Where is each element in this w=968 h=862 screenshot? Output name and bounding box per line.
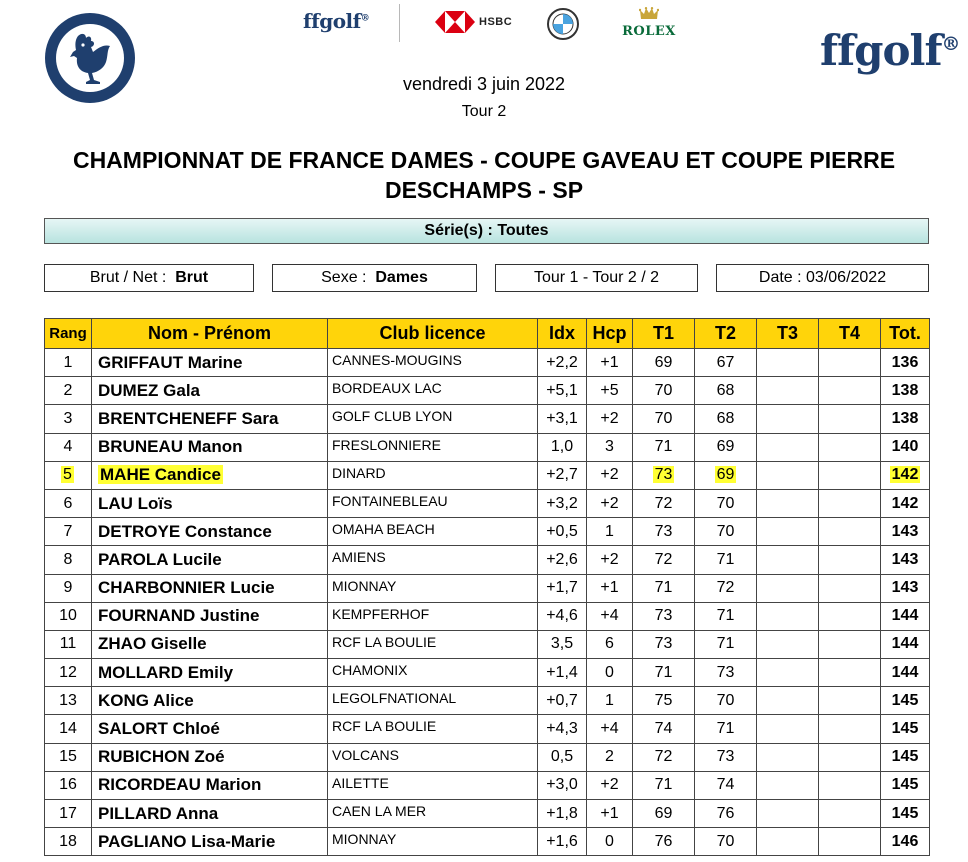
cell-t3 (757, 461, 819, 489)
cell-t3 (757, 771, 819, 799)
table-row (45, 687, 930, 715)
table-row (45, 771, 930, 799)
cell-name: RICORDEAU Marion (92, 771, 328, 799)
cell-tot: 136 (881, 349, 930, 377)
sexe-box: Sexe : Dames (272, 264, 477, 292)
col-t2: T2 (695, 319, 757, 349)
cell-tot: 143 (881, 546, 930, 574)
cell-t1: 75 (633, 687, 695, 715)
brut-net-box: Brut / Net : Brut (44, 264, 254, 292)
cell-club: FRESLONNIERE (328, 433, 538, 461)
cell-hcp: 0 (587, 659, 633, 687)
cell-hcp: +2 (587, 489, 633, 517)
cell-t3 (757, 800, 819, 828)
cell-rank: 8 (45, 546, 92, 574)
cell-t3 (757, 405, 819, 433)
cell-club: CHAMONIX (328, 659, 538, 687)
cell-hcp: 6 (587, 630, 633, 658)
cell-club: MIONNAY (328, 828, 538, 856)
cell-t2: 73 (695, 743, 757, 771)
table-header-row (45, 319, 930, 349)
cell-club: OMAHA BEACH (328, 518, 538, 546)
cell-t1: 73 (633, 630, 695, 658)
cell-rank: 4 (45, 433, 92, 461)
cell-t1: 76 (633, 828, 695, 856)
col-t4: T4 (819, 319, 881, 349)
cell-rank: 18 (45, 828, 92, 856)
cell-t4 (819, 518, 881, 546)
cell-tot: 140 (881, 433, 930, 461)
round-label: Tour 2 (461, 103, 507, 120)
cell-t2: 74 (695, 771, 757, 799)
cell-t1: 69 (633, 800, 695, 828)
cell-rank: 12 (45, 659, 92, 687)
col-t3: T3 (757, 319, 819, 349)
cell-tot: 142 (881, 461, 930, 489)
table-row (45, 518, 930, 546)
cell-idx: +1,7 (538, 574, 587, 602)
bmw-roundel-icon (547, 8, 579, 40)
cell-t4 (819, 659, 881, 687)
cell-t4 (819, 546, 881, 574)
cell-tot: 145 (881, 715, 930, 743)
cell-t4 (819, 433, 881, 461)
cell-t3 (757, 489, 819, 517)
col-club: Club licence (328, 319, 538, 349)
cell-t2: 71 (695, 602, 757, 630)
cell-rank: 9 (45, 574, 92, 602)
table-row (45, 405, 930, 433)
logo-separator (399, 4, 400, 42)
cell-tot: 144 (881, 630, 930, 658)
table-row (45, 489, 930, 517)
cell-rank: 17 (45, 800, 92, 828)
cell-tot: 142 (881, 489, 930, 517)
cell-t2: 70 (695, 828, 757, 856)
cell-t3 (757, 630, 819, 658)
cell-t4 (819, 349, 881, 377)
cell-rank: 13 (45, 687, 92, 715)
cell-t1: 72 (633, 546, 695, 574)
cell-club: LEGOLFNATIONAL (328, 687, 538, 715)
cell-t4 (819, 771, 881, 799)
cell-t2: 72 (695, 574, 757, 602)
cell-t1: 73 (633, 461, 695, 489)
bmw-logo (547, 8, 579, 45)
cell-t4 (819, 489, 881, 517)
cell-name: SALORT Chloé (92, 715, 328, 743)
cell-club: RCF LA BOULIE (328, 715, 538, 743)
table-row (45, 828, 930, 856)
rolex-logo: ROLEX (620, 7, 678, 39)
cell-t4 (819, 377, 881, 405)
cell-t3 (757, 349, 819, 377)
table-row (45, 602, 930, 630)
cell-name: FOURNAND Justine (92, 602, 328, 630)
series-banner: Série(s) : Toutes (44, 218, 929, 244)
cell-idx: +2,7 (538, 461, 587, 489)
cell-t1: 71 (633, 433, 695, 461)
cell-t3 (757, 715, 819, 743)
tour-box: Tour 1 - Tour 2 / 2 (495, 264, 698, 292)
cell-idx: 3,5 (538, 630, 587, 658)
cell-t3 (757, 743, 819, 771)
table-row (45, 800, 930, 828)
cell-idx: 1,0 (538, 433, 587, 461)
cell-name: DUMEZ Gala (92, 377, 328, 405)
cell-hcp: +2 (587, 405, 633, 433)
cell-idx: +3,0 (538, 771, 587, 799)
cell-t3 (757, 546, 819, 574)
event-date: vendredi 3 juin 2022 (402, 74, 566, 94)
cell-tot: 146 (881, 828, 930, 856)
cell-rank: 11 (45, 630, 92, 658)
cell-tot: 145 (881, 743, 930, 771)
cell-tot: 138 (881, 377, 930, 405)
page-title: CHAMPIONNAT DE FRANCE DAMES - COUPE GAVEAU ET COUPE PIERRE DESCHAMPS - SP (72, 147, 896, 203)
cell-rank: 6 (45, 489, 92, 517)
table-row (45, 349, 930, 377)
cell-t2: 71 (695, 715, 757, 743)
cell-club: GOLF CLUB LYON (328, 405, 538, 433)
table-row (45, 659, 930, 687)
cell-t2: 68 (695, 377, 757, 405)
cell-t4 (819, 715, 881, 743)
cell-idx: +1,4 (538, 659, 587, 687)
cell-t1: 70 (633, 377, 695, 405)
cell-tot: 143 (881, 574, 930, 602)
cell-t3 (757, 377, 819, 405)
table-row (45, 574, 930, 602)
cell-name: RUBICHON Zoé (92, 743, 328, 771)
cell-club: RCF LA BOULIE (328, 630, 538, 658)
cell-hcp: 2 (587, 743, 633, 771)
cell-t3 (757, 659, 819, 687)
cell-name: BRUNEAU Manon (92, 433, 328, 461)
cell-hcp: 0 (587, 828, 633, 856)
table-row (45, 377, 930, 405)
cell-t1: 73 (633, 518, 695, 546)
cell-t1: 71 (633, 659, 695, 687)
cell-hcp: +1 (587, 349, 633, 377)
cell-hcp: +1 (587, 800, 633, 828)
cell-t4 (819, 461, 881, 489)
cell-club: KEMPFERHOF (328, 602, 538, 630)
cell-tot: 145 (881, 687, 930, 715)
cell-rank: 3 (45, 405, 92, 433)
cell-t2: 70 (695, 687, 757, 715)
hsbc-hexagon-icon (435, 11, 475, 33)
table-row (45, 546, 930, 574)
cell-t4 (819, 630, 881, 658)
col-t1: T1 (633, 319, 695, 349)
cell-tot: 144 (881, 602, 930, 630)
cell-t2: 70 (695, 489, 757, 517)
cell-t3 (757, 602, 819, 630)
col-name: Nom - Prénom (92, 319, 328, 349)
cell-rank: 2 (45, 377, 92, 405)
cell-name: ZHAO Giselle (92, 630, 328, 658)
cell-rank: 10 (45, 602, 92, 630)
col-rang: Rang (45, 319, 92, 349)
cell-t1: 71 (633, 771, 695, 799)
cell-t2: 68 (695, 405, 757, 433)
cell-name: LAU Loïs (92, 489, 328, 517)
cell-t3 (757, 828, 819, 856)
cell-name: PAROLA Lucile (92, 546, 328, 574)
cell-name: MOLLARD Emily (92, 659, 328, 687)
cell-name: DETROYE Constance (92, 518, 328, 546)
cell-hcp: +4 (587, 602, 633, 630)
cell-idx: +0,5 (538, 518, 587, 546)
cell-name: GRIFFAUT Marine (92, 349, 328, 377)
col-idx: Idx (538, 319, 587, 349)
cell-t4 (819, 405, 881, 433)
cell-club: CAEN LA MER (328, 800, 538, 828)
cell-hcp: 1 (587, 518, 633, 546)
table-row (45, 461, 930, 489)
cell-name: CHARBONNIER Lucie (92, 574, 328, 602)
table-row (45, 715, 930, 743)
cell-t1: 72 (633, 489, 695, 517)
table-row (45, 433, 930, 461)
cell-t1: 71 (633, 574, 695, 602)
cell-t2: 76 (695, 800, 757, 828)
cell-t2: 71 (695, 630, 757, 658)
col-hcp: Hcp (587, 319, 633, 349)
cell-idx: +2,6 (538, 546, 587, 574)
cell-name: KONG Alice (92, 687, 328, 715)
cell-club: AILETTE (328, 771, 538, 799)
cell-tot: 138 (881, 405, 930, 433)
cell-rank: 7 (45, 518, 92, 546)
cell-t4 (819, 574, 881, 602)
cell-t1: 74 (633, 715, 695, 743)
cell-t1: 69 (633, 349, 695, 377)
cell-t2: 69 (695, 433, 757, 461)
cell-t4 (819, 828, 881, 856)
cell-club: DINARD (328, 461, 538, 489)
table-row (45, 630, 930, 658)
cell-t2: 71 (695, 546, 757, 574)
cell-tot: 143 (881, 518, 930, 546)
cell-t4 (819, 743, 881, 771)
ffgolf-small-logo: ffgolf® (303, 9, 370, 33)
cell-idx: +1,6 (538, 828, 587, 856)
cell-t2: 73 (695, 659, 757, 687)
cell-hcp: +2 (587, 546, 633, 574)
cell-idx: +4,3 (538, 715, 587, 743)
cell-club: BORDEAUX LAC (328, 377, 538, 405)
cell-t2: 69 (695, 461, 757, 489)
cell-club: CANNES-MOUGINS (328, 349, 538, 377)
cell-name: MAHE Candice (92, 461, 328, 489)
cell-hcp: 3 (587, 433, 633, 461)
date-box: Date : 03/06/2022 (716, 264, 929, 292)
cell-idx: +1,8 (538, 800, 587, 828)
cell-t1: 72 (633, 743, 695, 771)
cell-tot: 144 (881, 659, 930, 687)
cell-t3 (757, 433, 819, 461)
cell-t2: 67 (695, 349, 757, 377)
ffgolf-big-logo: ffgolf® (820, 26, 960, 75)
cell-rank: 14 (45, 715, 92, 743)
cell-hcp: +5 (587, 377, 633, 405)
cell-t3 (757, 687, 819, 715)
cell-club: MIONNAY (328, 574, 538, 602)
cell-t4 (819, 800, 881, 828)
cell-t3 (757, 518, 819, 546)
col-tot: Tot. (881, 319, 930, 349)
crown-icon (639, 7, 659, 21)
cell-hcp: 1 (587, 687, 633, 715)
table-row (45, 743, 930, 771)
cell-hcp: +1 (587, 574, 633, 602)
cell-idx: +3,2 (538, 489, 587, 517)
cell-hcp: +2 (587, 771, 633, 799)
cell-club: VOLCANS (328, 743, 538, 771)
cell-t1: 73 (633, 602, 695, 630)
cell-idx: +0,7 (538, 687, 587, 715)
cell-club: AMIENS (328, 546, 538, 574)
cell-name: PILLARD Anna (92, 800, 328, 828)
cell-idx: 0,5 (538, 743, 587, 771)
cell-name: PAGLIANO Lisa-Marie (92, 828, 328, 856)
cell-t2: 70 (695, 518, 757, 546)
cell-idx: +3,1 (538, 405, 587, 433)
cell-rank: 15 (45, 743, 92, 771)
cell-idx: +4,6 (538, 602, 587, 630)
cell-rank: 1 (45, 349, 92, 377)
cell-tot: 145 (881, 800, 930, 828)
cell-t4 (819, 687, 881, 715)
hsbc-logo: HSBC (435, 11, 512, 33)
cell-hcp: +2 (587, 461, 633, 489)
cell-t1: 70 (633, 405, 695, 433)
cell-name: BRENTCHENEFF Sara (92, 405, 328, 433)
cell-idx: +5,1 (538, 377, 587, 405)
results-table (44, 318, 930, 856)
cell-rank: 5 (45, 461, 92, 489)
cell-t3 (757, 574, 819, 602)
cell-t4 (819, 602, 881, 630)
cell-club: FONTAINEBLEAU (328, 489, 538, 517)
cell-tot: 145 (881, 771, 930, 799)
cell-rank: 16 (45, 771, 92, 799)
cell-hcp: +4 (587, 715, 633, 743)
cell-idx: +2,2 (538, 349, 587, 377)
